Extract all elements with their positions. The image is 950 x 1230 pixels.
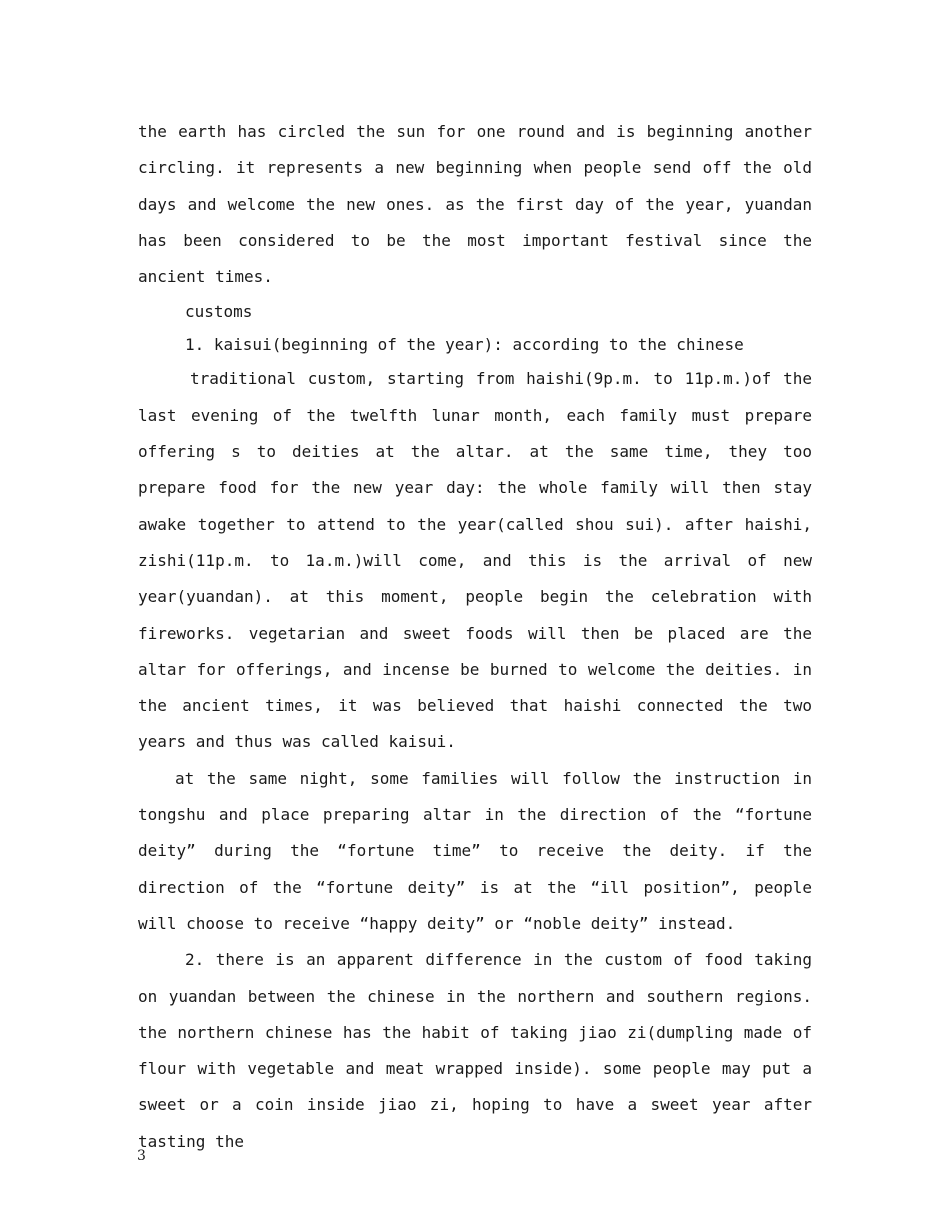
heading-customs: customs xyxy=(185,302,253,322)
page-number: 3 xyxy=(137,1148,146,1164)
body-text xyxy=(138,114,812,1160)
paragraph-food-custom: 2. there is an apparent difference in the custom of food taking on yuandan between the chinese in the northern and southern regions. the northern chinese has the habit of taking jiao zi(dumpling made of flour with vegetable and meat wrapped inside). some people may put a sweet or a coin inside jiao zi, hoping to have a sweet year after tasting the xyxy=(138,950,812,1151)
paragraph-kaisui-title: 1. kaisui(beginning of the year): according to the chinese xyxy=(185,335,744,355)
paragraph-kaisui-body: traditional custom, starting from haishi(9p.m. to 11p.m.)of the last evening of the twelfth lunar month, each family must prepare offering s to deities at the altar. at the same time, they too prepare food for the new year day: the whole family will then stay awake together to attend to the year(called shou sui). after haishi, zishi(11p.m. to 1a.m.)will come, and this is the arrival of new year(yuandan). at this moment, people begin the celebration with fireworks. vegetarian and sweet foods will then be placed are the altar for offerings, and incense be burned to welcome the deities. in the ancient times, it was believed that haishi connected the two years and thus was called kaisui. xyxy=(138,369,812,752)
paragraph-intro: the earth has circled the sun for one round and is beginning another circling. it represents a new beginning when people send off the old days and welcome the new ones. as the first day of the year, yuandan has been considered to be the most important festival since the ancient times. xyxy=(138,122,812,287)
paragraph-fortune-deity: at the same night, some families will follow the instruction in tongshu and place preparing altar in the direction of the “fortune deity” during the “fortune time” to receive the deity. if the direction of the “fortune deity” is at the “ill position”, people will choose to receive “happy deity” or “noble deity” instead. xyxy=(138,768,812,933)
